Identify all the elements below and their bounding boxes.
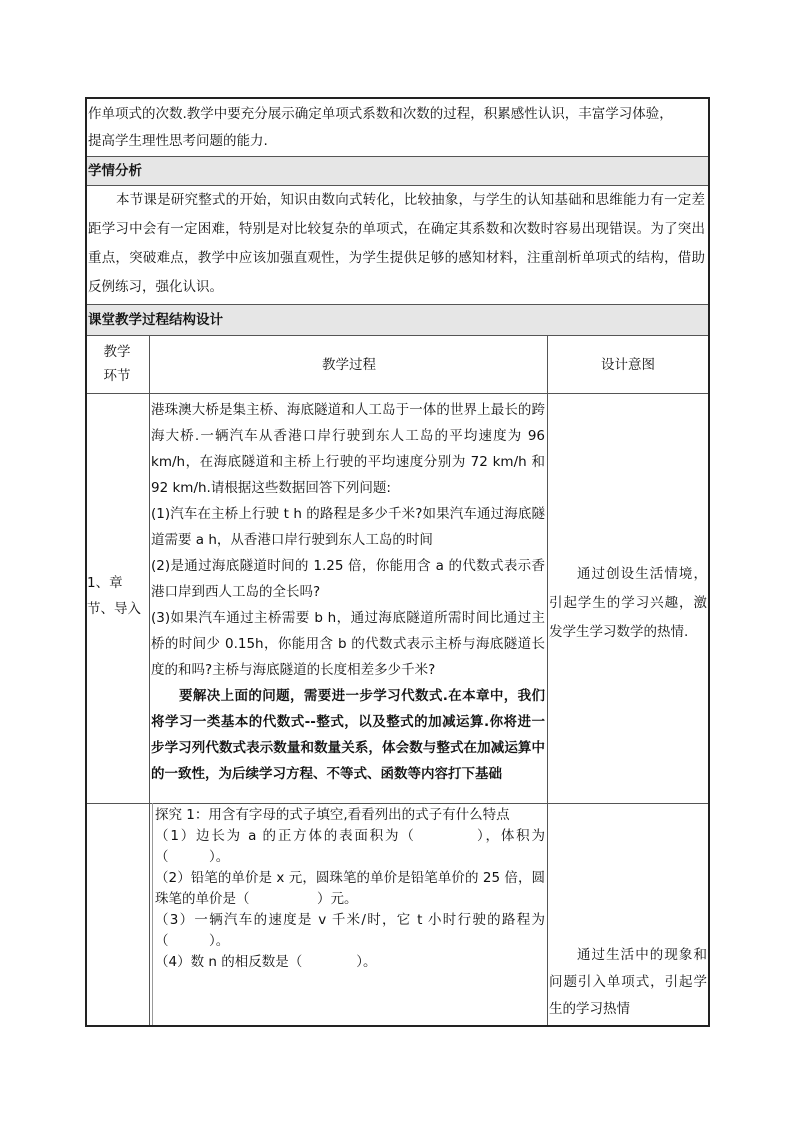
- section1-question-2: (2)是通过海底隧道时间的 1.25 倍，你能用含 a 的代数式表示香港口岸到西人工岛的全长吗?: [151, 558, 545, 600]
- column-purpose-header: 设计意图: [601, 357, 655, 373]
- xueqing-heading-band: [86, 157, 709, 185]
- section2-item-2: （2）铅笔的单价是 x 元，圆珠笔的单价是铅笔单价的 25 倍，圆珠笔的单价是（ ）元。: [155, 870, 545, 907]
- xueqing-heading: 学情分析: [88, 163, 142, 179]
- section1-stage-label: 1、章节、导入: [87, 575, 141, 617]
- section1-question-3: (3)如果汽车通过主桥需要 b h，通过海底隧道所需时间比通过主桥的时间少 0.15h，你能用含 b 的代数式表示主桥与海底隧道长度的和吗?主桥与海底隧道的长度相差多少千米?: [151, 610, 545, 678]
- section1-summary: 要解决上面的问题，需要进一步学习代数式.在本章中，我们将学习一类基本的代数式--整式，以及整式的加减运算.你将进一步学习列代数式表示数量和数量关系，体会数与整式在加减运算中的一致性，为后续学习方程、不等式、函数等内容打下基础: [151, 688, 545, 782]
- column-stage-header: 教学 环节: [103, 344, 131, 384]
- intro-line-2: 提高学生理性思考问题的能力.: [88, 133, 268, 149]
- section2-title: 探究 1：用含有字母的式子填空,看看列出的式子有什么特点: [155, 807, 510, 823]
- section2-process: [155, 805, 545, 973]
- section1-purpose: 通过创设生活情境，引起学生的学习兴趣，激发学生学习数学的热情.: [549, 566, 707, 640]
- section1-question-1: (1)汽车在主桥上行驶 t h 的路程是多少千米?如果汽车通过海底隧道需要 a h，从香港口岸行驶到东人工岛的时间: [151, 506, 545, 548]
- section1-intro: 港珠澳大桥是集主桥、海底隧道和人工岛于一体的世界上最长的跨海大桥.一辆汽车从香港口岸行驶到东人工岛的平均速度为 96 km/h，在海底隧道和主桥上行驶的平均速度分别为 72 km/h 和 92 km/h.请根据这些数据回答下列问题:: [151, 402, 545, 496]
- lesson-plan-table: [85, 97, 710, 1027]
- section2-item-3: （3）一辆汽车的速度是 v 千米/时，它 t 小时行驶的路程为（ ）。: [155, 912, 545, 949]
- section2-item-4: （4）数 n 的相反数是（ ）。: [155, 954, 377, 970]
- xueqing-text: 本节课是研究整式的开始，知识由数向式转化，比较抽象，与学生的认知基础和思维能力有一定差距学习中会有一定困难，特别是对比较复杂的单项式，在确定其系数和次数时容易出现错误。为了突出重点，突破难点，教学中应该加强直观性，为学生提供足够的感知材料，注重剖析单项式的结构，借助反例练习，强化认识。: [88, 192, 705, 295]
- section2-item-1: （1）边长为 a 的正方体的表面积为（ ），体积为（ ）。: [155, 828, 545, 865]
- section1-process: [151, 397, 545, 787]
- design-heading: 课堂教学过程结构设计: [88, 312, 223, 328]
- column-process-header: 教学过程: [322, 357, 376, 373]
- section2-purpose: 通过生活中的现象和问题引入单项式，引起学生的学习热情: [549, 947, 707, 1017]
- intro-line-1: 作单项式的次数.教学中要充分展示确定单项式系数和次数的过程，积累感性认识，丰富学习体验，: [88, 106, 673, 122]
